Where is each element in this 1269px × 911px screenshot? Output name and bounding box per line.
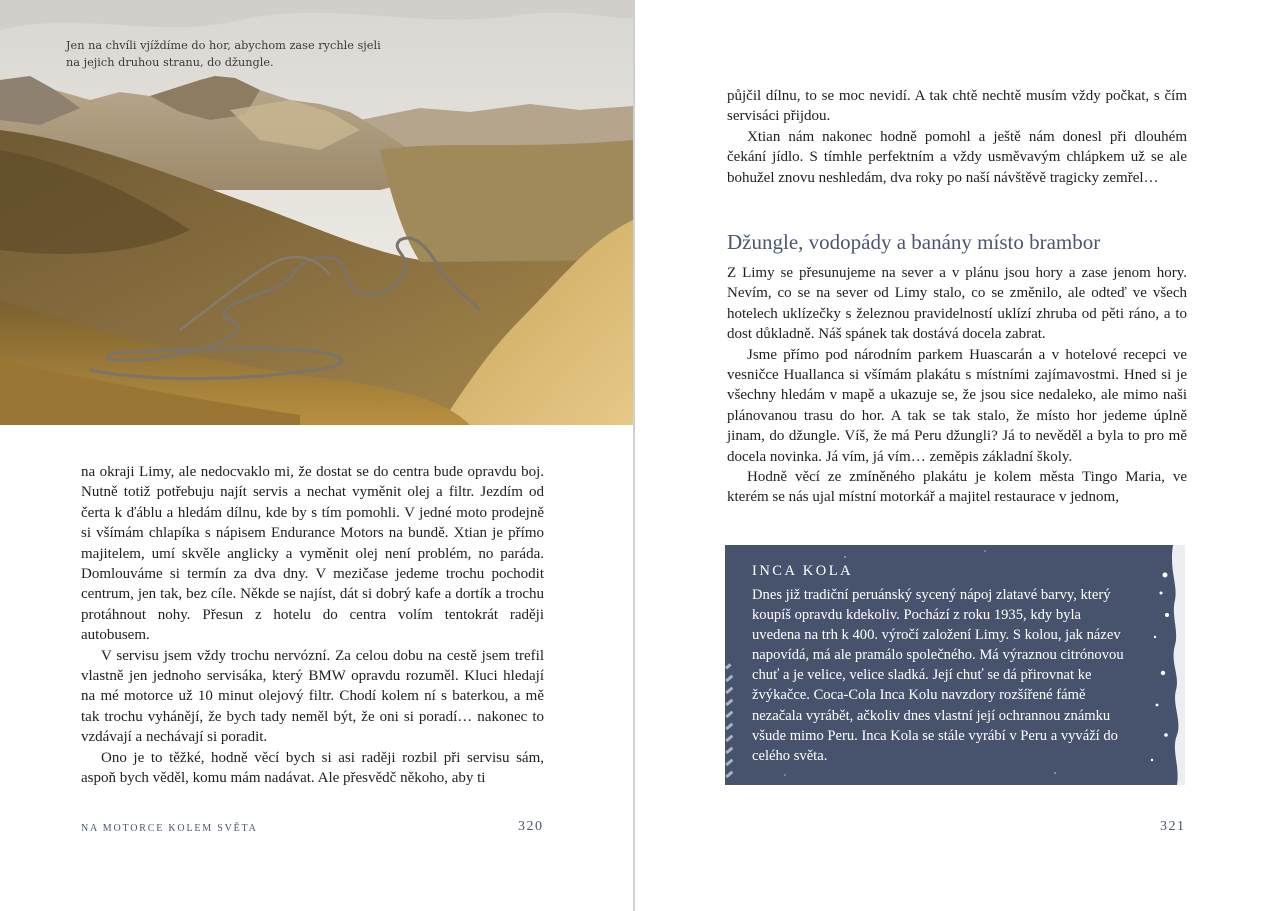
right-page-body [727,263,1187,508]
paragraph: Jsme přímo pod národním parkem Huascarán a v hotelové recepci ve vesničce Huallanca si všímám plakátu s místními zajímavostmi. Hned si je všechny hledám v mapě a ukazuje se, že jsou sice nedaleko, ale mimo naši plánovanou trasu do hor. A tak se tak stalo, že místo hor jedeme úplně jinam, do džungle. Víš, že má Peru džungli? Já to nevěděl a byla to pro mě docela novinka. Já vím, já vím… zeměpis základní školy. [727,346,1187,465]
box-text: Dnes již tradiční peruánský sycený nápoj zlatavé barvy, který koupíš opravdu kdekoliv. Pochází z roku 1935, kdy byla uvedena na trh k 400. výročí založení Limy. S kolou, jak název napovídá, má ale pramálo společného. Má výraznou citrónovou chuť a je velice, velice sladká. Její chuť se dá přirovnat ke žvýkačce. Coca-Cola Inca Kolu navzdory rozšířené fámě nezačala vyrábět, ačkoliv dnes vlastní její ochrannou známku všude mimo Peru. Inca Kola se stále vyrábí v Peru a vyváží do celého světa. [752,587,1124,764]
paragraph: půjčil dílnu, to se moc nevidí. A tak chtě nechtě musím vždy počkat, s čím servisáci přijdou. [727,88,1187,125]
left-page [0,0,633,911]
page-number-right: 321 [1160,819,1186,834]
paragraph: V servisu jsem vždy trochu nervózní. Za celou dobu na cestě jsem trefil vlastně jen jednoho servisáka, který BMW opravdu rozuměl. Kluci hledají na mé motorce už 10 minut olejový filtr. Chodí kolem ní s baterkou, a mě tak trochu vyhánějí, že bych tady neměl být, že oni si poradí… nakonec to vzdávají a nechávají si poradit. [81,647,544,746]
right-page-top-text [727,86,1187,188]
paragraph: Xtian nám nakonec hodně pomohl a ještě nám donesl při dlouhém čekání jídlo. S tímhle perfektním a vždy usměvavým chlápkem už se ale bohužel znovu neshledám, dva roky po naší návštěvě tragicky zemřel… [727,128,1187,186]
left-page-body [81,462,544,789]
book-title-footer: NA MOTORCE KOLEM SVĚTA [81,823,258,834]
paragraph: na okraji Limy, ale nedocvaklo mi, že dostat se do centra bude opravdu boj. Nutně totiž potřebuju najít servis a nechat vyměnit olej a filtr. Jezdím od čerta k ďáblu a hledám dílnu, kde by s tím pomohli. V jedné moto prodejně si všímám chlapíka s nápisem Endurance Motors na bundě. Xtian je přímo majitelem, umí skvěle anglicky a vyměnit olej není problém, no paráda. Domlouváme si termín za dva dny. V mezičase jedeme trochu pochodit centrum, jen tak, bez cíle. Někde se najíst, dát si dobrý kafe a dortík a trochu protáhnout nohy. Přesun z hotelu do centra volím tentokrát raději autobusem. [81,464,544,644]
paragraph: Ono je to těžké, hodně věcí bych si asi raději rozbil při servisu sám, aspoň bych věděl, komu mám nadávat. Ale přesvědč někoho, aby ti [81,749,544,787]
section-heading: Džungle, vodopády a banány místo brambor [727,230,1101,254]
photo-caption: Jen na chvíli vjíždíme do hor, abychom zase rychle sjeli na jejich druhou stranu, do džungle. [66,39,381,69]
paragraph: Hodně věcí ze zmíněného plakátu je kolem města Tingo Maria, ve kterém se nás ujal místní motorkář a majitel restaurace v jednom, [727,469,1187,506]
inca-kola-sidebar-box [725,545,1185,785]
box-title: INCA KOLA [752,563,854,579]
page-number-left: 320 [518,819,544,834]
paragraph: Z Limy se přesunujeme na sever a v plánu jsou hory a zase jenom hory. Nevím, co se na sever od Limy stalo, co se změnilo, ale odteď ve všech hotelech uklízečky s železnou pravidelností uklízí zhruba od pěti ráno, a to dost důkladně. Náš spánek tak dostává docela zabrat. [727,265,1187,343]
